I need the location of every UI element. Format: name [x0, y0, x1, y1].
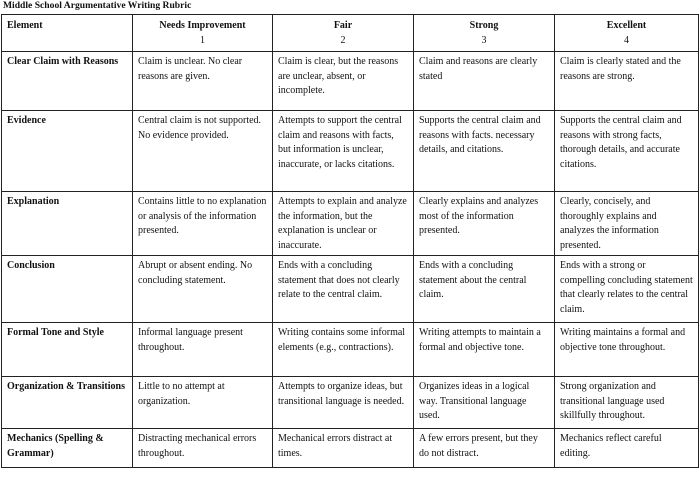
level-score: 1 [200, 34, 205, 46]
table-row [2, 256, 699, 323]
criteria-cell: Little to no attempt at organization. [133, 377, 273, 429]
level-score: 3 [481, 34, 487, 46]
header-element: Element [2, 15, 133, 52]
table-row [2, 52, 699, 111]
criteria-cell: Attempts to support the central claim and reasons with facts, but information is unclear, inaccurate, or lacks citations. [273, 111, 414, 192]
criteria-cell: Attempts to organize ideas, but transitional language is needed. [273, 377, 414, 429]
table-row [2, 192, 699, 256]
element-cell: Organization & Transitions [2, 377, 133, 429]
criteria-cell: Clearly, concisely, and thoroughly explains and analyzes the information presented. [555, 192, 699, 256]
criteria-cell: Ends with a concluding statement that does not clearly relate to the central claim. [273, 256, 414, 323]
table-row [2, 429, 699, 468]
criteria-cell: Writing maintains a formal and objective tone throughout. [555, 323, 699, 377]
table-row [2, 111, 699, 192]
element-cell: Explanation [2, 192, 133, 256]
criteria-cell: Clearly explains and analyzes most of the information presented. [414, 192, 555, 256]
criteria-cell: Claim and reasons are clearly stated [414, 52, 555, 111]
element-cell: Formal Tone and Style [2, 323, 133, 377]
level-label: Excellent [606, 20, 647, 31]
table-row [2, 323, 699, 377]
rubric-table [1, 14, 699, 468]
level-score: 2 [340, 34, 346, 46]
criteria-cell: Strong organization and transitional language used skillfully throughout. [555, 377, 699, 429]
element-cell: Evidence [2, 111, 133, 192]
criteria-cell: Ends with a concluding statement about the central claim. [414, 256, 555, 323]
header-level-3 [414, 15, 555, 52]
criteria-cell: Distracting mechanical errors throughout. [133, 429, 273, 468]
level-label: Strong [469, 20, 499, 31]
criteria-cell: A few errors present, but they do not distract. [414, 429, 555, 468]
document-title: Middle School Argumentative Writing Rubric [3, 0, 192, 11]
table-row [2, 377, 699, 429]
criteria-cell: Writing contains some informal elements (e.g., contractions). [273, 323, 414, 377]
criteria-cell: Abrupt or absent ending. No concluding statement. [133, 256, 273, 323]
criteria-cell: Mechanics reflect careful editing. [555, 429, 699, 468]
header-row [2, 15, 699, 52]
header-level-4 [555, 15, 699, 52]
criteria-cell: Organizes ideas in a logical way. Transitional language used. [414, 377, 555, 429]
criteria-cell: Supports the central claim and reasons with strong facts, thorough details, and accurate citations. [555, 111, 699, 192]
element-cell: Mechanics (Spelling & Grammar) [2, 429, 133, 468]
criteria-cell: Ends with a strong or compelling concluding statement that clearly relates to the central claim. [555, 256, 699, 323]
criteria-cell: Claim is clearly stated and the reasons are strong. [555, 52, 699, 111]
criteria-cell: Claim is unclear. No clear reasons are given. [133, 52, 273, 111]
header-level-1 [133, 15, 273, 52]
header-level-2 [273, 15, 414, 52]
criteria-cell: Mechanical errors distract at times. [273, 429, 414, 468]
element-cell: Conclusion [2, 256, 133, 323]
element-cell: Clear Claim with Reasons [2, 52, 133, 111]
level-score: 4 [624, 34, 629, 46]
criteria-cell: Supports the central claim and reasons with facts. necessary details, and citations. [414, 111, 555, 192]
criteria-cell: Writing attempts to maintain a formal and objective tone. [414, 323, 555, 377]
criteria-cell: Informal language present throughout. [133, 323, 273, 377]
criteria-cell: Contains little to no explanation or analysis of the information presented. [133, 192, 273, 256]
level-label: Needs Improvement [159, 20, 246, 31]
criteria-cell: Attempts to explain and analyze the information, but the explanation is unclear or inaccurate. [273, 192, 414, 256]
level-label: Fair [333, 20, 353, 31]
criteria-cell: Claim is clear, but the reasons are unclear, absent, or incomplete. [273, 52, 414, 111]
criteria-cell: Central claim is not supported. No evidence provided. [133, 111, 273, 192]
